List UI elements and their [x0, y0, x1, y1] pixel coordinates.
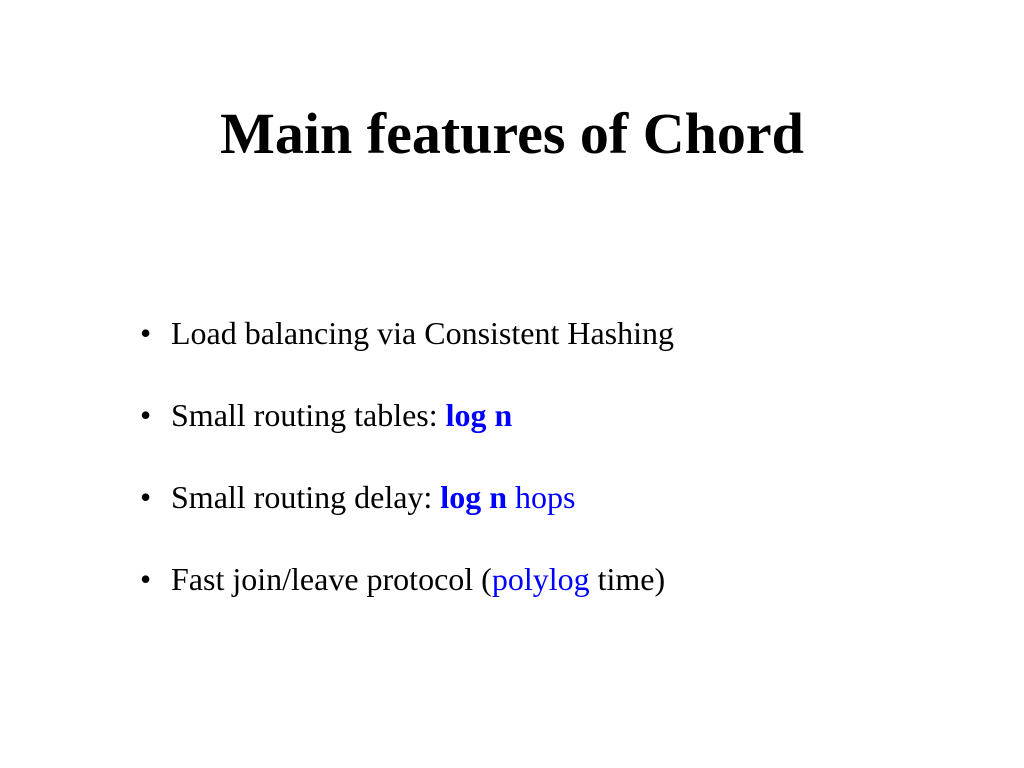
bullet-icon: • — [140, 479, 152, 515]
bullet-emphasis: log n — [445, 397, 513, 433]
bullet-suffix: hops — [506, 479, 576, 515]
bullet-text: Small routing delay: — [171, 479, 441, 515]
bullet-routing-delay — [140, 474, 674, 556]
bullet-list — [140, 310, 674, 638]
bullet-highlight: polylog — [491, 561, 590, 597]
bullet-suffix: time) — [589, 561, 666, 597]
bullet-join-leave — [140, 556, 674, 638]
slide-title: Main features of Chord — [220, 101, 804, 166]
bullet-icon: • — [140, 315, 152, 351]
bullet-emphasis: log n — [440, 479, 507, 515]
bullet-text: Load balancing via Consistent Hashing — [171, 315, 675, 351]
bullet-text: Fast join/leave protocol ( — [171, 561, 492, 597]
bullet-routing-tables — [140, 392, 674, 474]
bullet-text: Small routing tables: — [171, 397, 446, 433]
bullet-icon: • — [140, 561, 152, 597]
bullet-icon: • — [140, 397, 152, 433]
bullet-load-balancing — [140, 310, 674, 392]
